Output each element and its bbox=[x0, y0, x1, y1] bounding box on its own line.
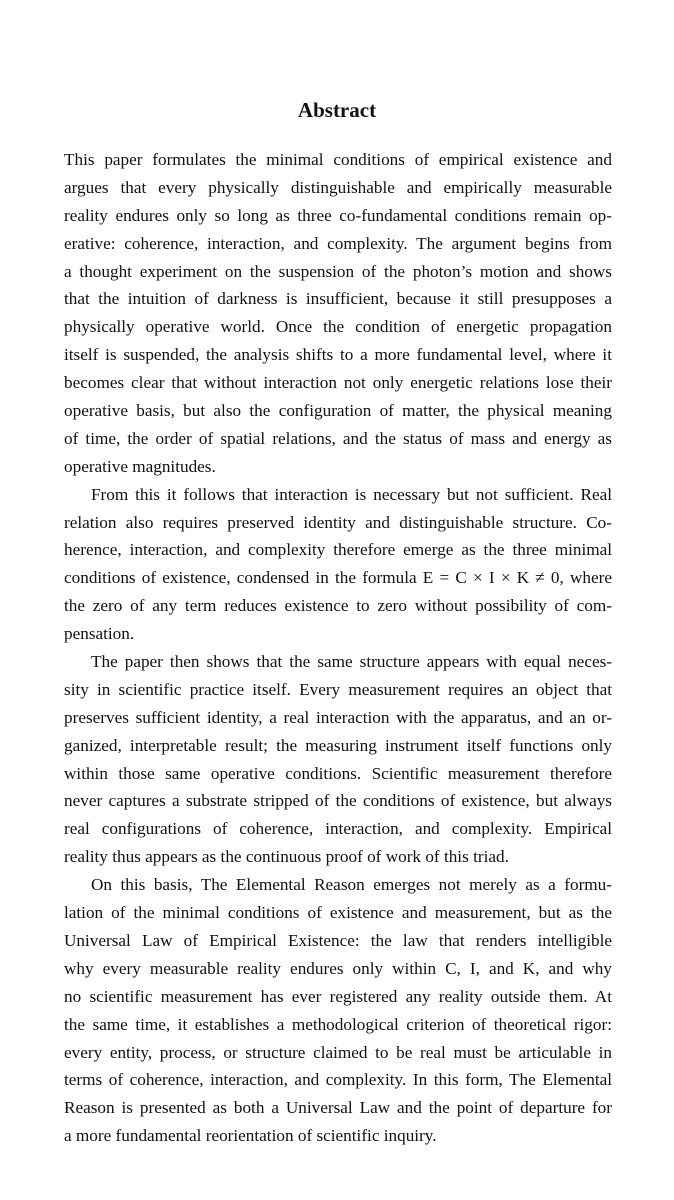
text-line: Universal Law of Empirical Existence: the law that renders intelligible bbox=[64, 930, 612, 950]
text-line: preserves sufficient identity, a real interaction with the apparatus, and an or- bbox=[64, 707, 612, 727]
text-line: The paper then shows that the same structure appears with equal neces- bbox=[91, 652, 612, 672]
text-line: herence, interaction, and complexity therefore emerge as the three minimal bbox=[64, 540, 612, 560]
abstract-body bbox=[64, 146, 612, 1150]
text-line: lation of the minimal conditions of existence and measurement, but as the bbox=[64, 903, 612, 923]
text-line: relation also requires preserved identity and distinguishable structure. Co- bbox=[64, 512, 612, 532]
text-line: pensation. bbox=[64, 624, 135, 644]
text-line: why every measurable reality endures only within C, I, and K, and why bbox=[64, 958, 612, 978]
text-line: never captures a substrate stripped of the conditions of existence, but always bbox=[64, 791, 612, 811]
text-line: ganized, interpretable result; the measuring instrument itself functions only bbox=[64, 735, 612, 755]
text-line: reality endures only so long as three co-fundamental conditions remain op- bbox=[64, 205, 612, 225]
text-line: itself is suspended, the analysis shifts to a more fundamental level, where it bbox=[64, 345, 612, 365]
abstract-heading: Abstract bbox=[297, 98, 377, 122]
text-line: physically operative world. Once the condition of energetic propagation bbox=[64, 317, 612, 337]
text-line: Reason is presented as both a Universal Law and the point of departure for bbox=[64, 1098, 612, 1118]
text-line: conditions of existence, condensed in the formula E = C × I × K ≠ 0, where bbox=[64, 568, 612, 588]
abstract-paragraph-4 bbox=[64, 871, 612, 1150]
text-line: argues that every physically distinguishable and empirically measurable bbox=[64, 177, 612, 197]
text-line: the zero of any term reduces existence to zero without possibility of com- bbox=[64, 596, 612, 616]
text-line: a thought experiment on the suspension of the photon’s motion and shows bbox=[64, 261, 612, 281]
text-line: real configurations of coherence, interaction, and complexity. Empirical bbox=[64, 819, 612, 839]
text-line: no scientific measurement has ever registered any reality outside them. At bbox=[64, 986, 612, 1006]
text-line: reality thus appears as the continuous proof of work of this triad. bbox=[64, 847, 509, 867]
text-line: a more fundamental reorientation of scientific inquiry. bbox=[64, 1126, 437, 1146]
text-line: every entity, process, or structure claimed to be real must be articulable in bbox=[64, 1042, 612, 1062]
text-line: erative: coherence, interaction, and complexity. The argument begins from bbox=[64, 233, 612, 253]
text-line: of time, the order of spatial relations, and the status of mass and energy as bbox=[64, 428, 612, 448]
text-line: that the intuition of darkness is insufficient, because it still presupposes a bbox=[64, 289, 612, 309]
text-line: operative basis, but also the configuration of matter, the physical meaning bbox=[64, 401, 612, 421]
abstract-paragraph-1 bbox=[64, 146, 612, 481]
text-line: the same time, it establishes a methodological criterion of theoretical rigor: bbox=[64, 1014, 612, 1034]
text-line: within those same operative conditions. Scientific measurement therefore bbox=[64, 763, 612, 783]
text-line: becomes clear that without interaction not only energetic relations lose their bbox=[64, 373, 612, 393]
text-line: This paper formulates the minimal conditions of empirical existence and bbox=[64, 150, 612, 169]
text-line: From this it follows that interaction is necessary but not sufficient. Real bbox=[91, 484, 612, 504]
abstract-paragraph-3 bbox=[64, 648, 612, 871]
abstract-paragraph-2 bbox=[64, 481, 612, 648]
text-line: sity in scientific practice itself. Every measurement requires an object that bbox=[64, 679, 612, 699]
text-line: operative magnitudes. bbox=[64, 456, 216, 476]
text-line: On this basis, The Elemental Reason emerges not merely as a formu- bbox=[91, 875, 612, 895]
text-line: terms of coherence, interaction, and complexity. In this form, The Elemental bbox=[64, 1070, 612, 1090]
